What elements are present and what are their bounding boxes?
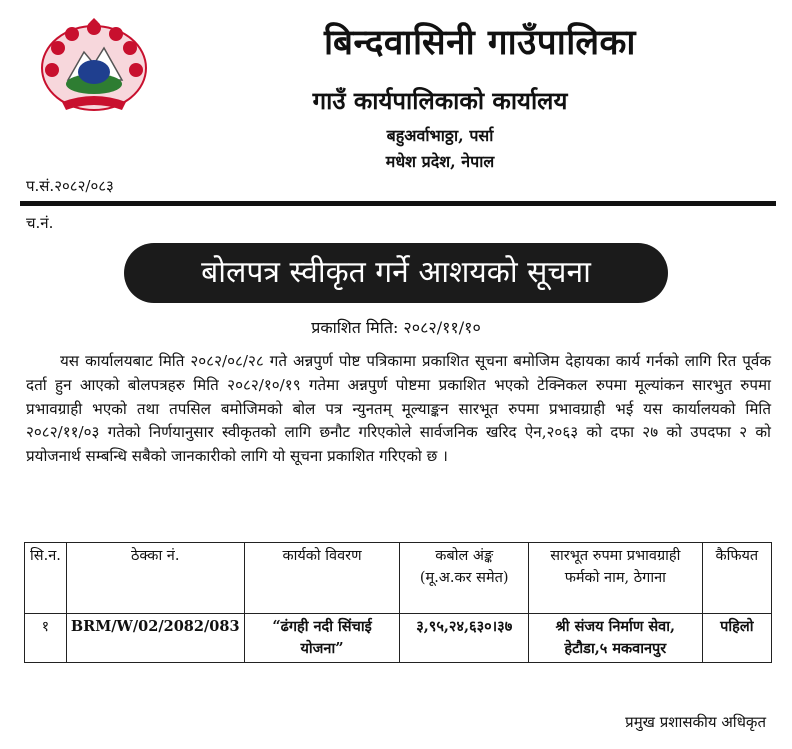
cell-firm: श्री संजय निर्माण सेवा, हेटौडा,५ मकवानपुर	[528, 614, 702, 663]
municipality-title: बिन्दवासिनी गाउँपालिका	[323, 22, 636, 63]
tender-table	[24, 542, 772, 663]
notice-title-banner: बोलपत्र स्वीकृत गर्ने आशयको सूचना	[124, 243, 668, 303]
address-line-1: बहुअर्वाभाठ्ठा, पर्सा	[386, 126, 494, 145]
col-header-contract-no: ठेक्का नं.	[66, 543, 244, 614]
nepal-emblem-logo	[38, 18, 150, 114]
office-subtitle: गाउँ कार्यपालिकाको कार्यालय	[312, 86, 568, 115]
published-date: प्रकाशित मिति: २०८२/११/१०	[311, 318, 481, 337]
table-header-row	[25, 543, 772, 614]
notice-body: यस कार्यालयबाट मिति २०८२/०८/२८ गते अन्नपुर्ण पोष्ट पत्रिकामा प्रकाशित सूचना बमोजिम देहायका कार्य गर्नको लागि रित पूर्वक दर्ता हुन आएको बोलपत्रहरु मिति २०८२/१०/१९ गतेमा अन्नपुर्ण पोष्टमा प्रकाशित भएको टेक्निकल रुपमा मूल्यांकन सारभुत रुपमा प्रभावग्राही भएको तथा तपसिल बमोजिमको बोल पत्र न्युनतम् मूल्याङ्कन सारभूत रुपमा प्रभावग्राही भई यस कार्यालयको मिति २०८२/११/०३ गतेको निर्णयानुसार स्वीकृतको लागि छनौट गरिएकोले सार्वजनिक खरिद ऐन,२०६३ को दफा २७ को उपदफा २ को प्रयोजनार्थ सम्बन्धि सबैको जानकारीको लागि यो सूचना प्रकाशित गरिएको छ ।	[26, 352, 771, 466]
table-row	[25, 614, 772, 663]
col-header-remarks: कैफियत	[702, 543, 771, 614]
cell-amount: ३,९५,२४,६३०।३७	[400, 614, 528, 663]
col-header-amount-line1: कबोल अंङ्क	[435, 548, 494, 564]
address-line-2: मधेश प्रदेश, नेपाल	[385, 152, 495, 171]
col-header-amount	[400, 543, 528, 614]
col-header-amount-line2: (मू.अ.कर समेत)	[419, 570, 509, 586]
col-header-sn: सि.न.	[25, 543, 67, 614]
col-header-description: कार्यको विवरण	[244, 543, 400, 614]
cell-sn: १	[25, 614, 67, 663]
dispatch-number: च.नं.	[26, 214, 54, 232]
reference-number: प.सं.२०८२/०८३	[26, 177, 114, 195]
cell-contract-no: BRM/W/02/2082/083	[66, 614, 244, 663]
header-divider	[20, 201, 776, 206]
signature-title: प्रमुख प्रशासकीय अधिकृत	[625, 713, 766, 731]
cell-remarks: पहिलो	[702, 614, 771, 663]
col-header-firm: सारभूत रुपमा प्रभावग्राही फर्मको नाम, ठेगाना	[528, 543, 702, 614]
cell-description: “ढंगही नदी सिंचाई योजना”	[244, 614, 400, 663]
